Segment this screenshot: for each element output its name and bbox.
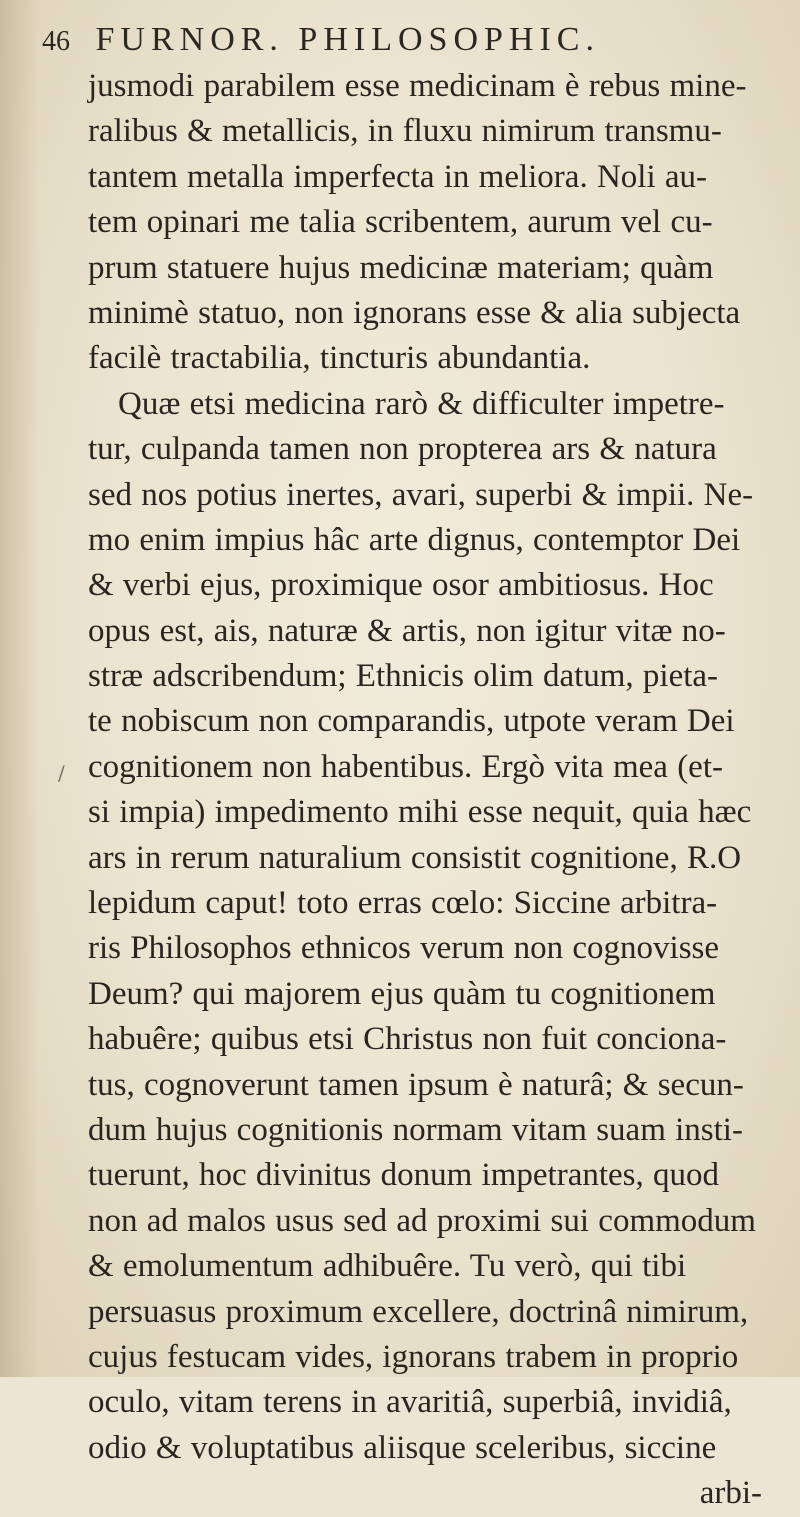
text-line: cujus festucam vides, ignorans trabem in proprio bbox=[88, 1338, 739, 1375]
text-line: tur, culpanda tamen non propterea ars & natura bbox=[88, 431, 717, 468]
text-line: jusmodi parabilem esse medicinam è rebus mine- bbox=[88, 68, 747, 104]
text-line: ralibus & metallicis, in fluxu nimirum transmu- bbox=[88, 113, 722, 150]
text-line: ris Philosophos ethnicos verum non cognovisse bbox=[88, 930, 720, 967]
catchword: arbi- bbox=[699, 1475, 762, 1512]
page-header bbox=[42, 14, 762, 66]
text-line: si impia) impedimento mihi esse nequit, quia hæc bbox=[88, 794, 752, 831]
text-line: Quæ etsi medicina rarò & difficulter impetre- bbox=[118, 385, 725, 422]
text-line: te nobiscum non comparandis, utpote veram Dei bbox=[88, 703, 735, 740]
text-line: tantem metalla imperfecta in meliora. Noli au- bbox=[88, 158, 707, 195]
text-line: sed nos potius inertes, avari, superbi & impii. Ne- bbox=[88, 476, 754, 513]
text-line: persuasus proximum excellere, doctrinâ nimirum, bbox=[88, 1293, 749, 1330]
text-line: Deum? qui majorem ejus quàm tu cognitionem bbox=[88, 975, 716, 1012]
running-head: FURNOR. PHILOSOPHIC. bbox=[95, 21, 600, 58]
text-line: oculo, vitam terens in avaritiâ, superbiâ, invidiâ, bbox=[88, 1384, 732, 1421]
text-line: non ad malos usus sed ad proximi sui commodum bbox=[88, 1202, 756, 1239]
text-line: tem opinari me talia scribentem, aurum vel cu- bbox=[88, 204, 713, 241]
text-line: facilè tractabilia, tincturis abundantia. bbox=[88, 340, 591, 377]
text-line: stræ adscribendum; Ethnicis olim datum, pieta- bbox=[88, 658, 719, 695]
text-line: ars in rerum naturalium consistit cognitione, R.O bbox=[88, 839, 742, 876]
text-line: minimè statuo, non ignorans esse & alia subjecta bbox=[88, 294, 741, 331]
margin-mark: / bbox=[58, 761, 65, 785]
text-line: opus est, ais, naturæ & artis, non igitur vitæ no- bbox=[88, 612, 726, 649]
text-line: lepidum caput! toto erras cœlo: Siccine arbitra- bbox=[88, 885, 718, 922]
text-line: cognitionem non habentibus. Ergò vita mea (et- bbox=[88, 748, 723, 785]
body-text bbox=[0, 64, 800, 1517]
text-line: & verbi ejus, proximique osor ambitiosus. Hoc bbox=[88, 567, 714, 604]
text-line: tus, cognoverunt tamen ipsum è naturâ; & secun- bbox=[88, 1066, 744, 1103]
text-line: dum hujus cognitionis normam vitam suam insti- bbox=[88, 1111, 743, 1148]
text-line: prum statuere hujus medicinæ materiam; quàm bbox=[88, 249, 714, 286]
text-line: habuêre; quibus etsi Christus non fuit conciona- bbox=[88, 1021, 727, 1058]
text-line: mo enim impius hâc arte dignus, contemptor Dei bbox=[88, 521, 741, 558]
text-line: & emolumentum adhibuêre. Tu verò, qui tibi bbox=[88, 1248, 687, 1285]
text-line: odio & voluptatibus aliisque sceleribus, siccine bbox=[88, 1429, 717, 1466]
page-number: 46 bbox=[42, 26, 70, 57]
text-line: tuerunt, hoc divinitus donum impetrantes, quod bbox=[88, 1157, 720, 1194]
